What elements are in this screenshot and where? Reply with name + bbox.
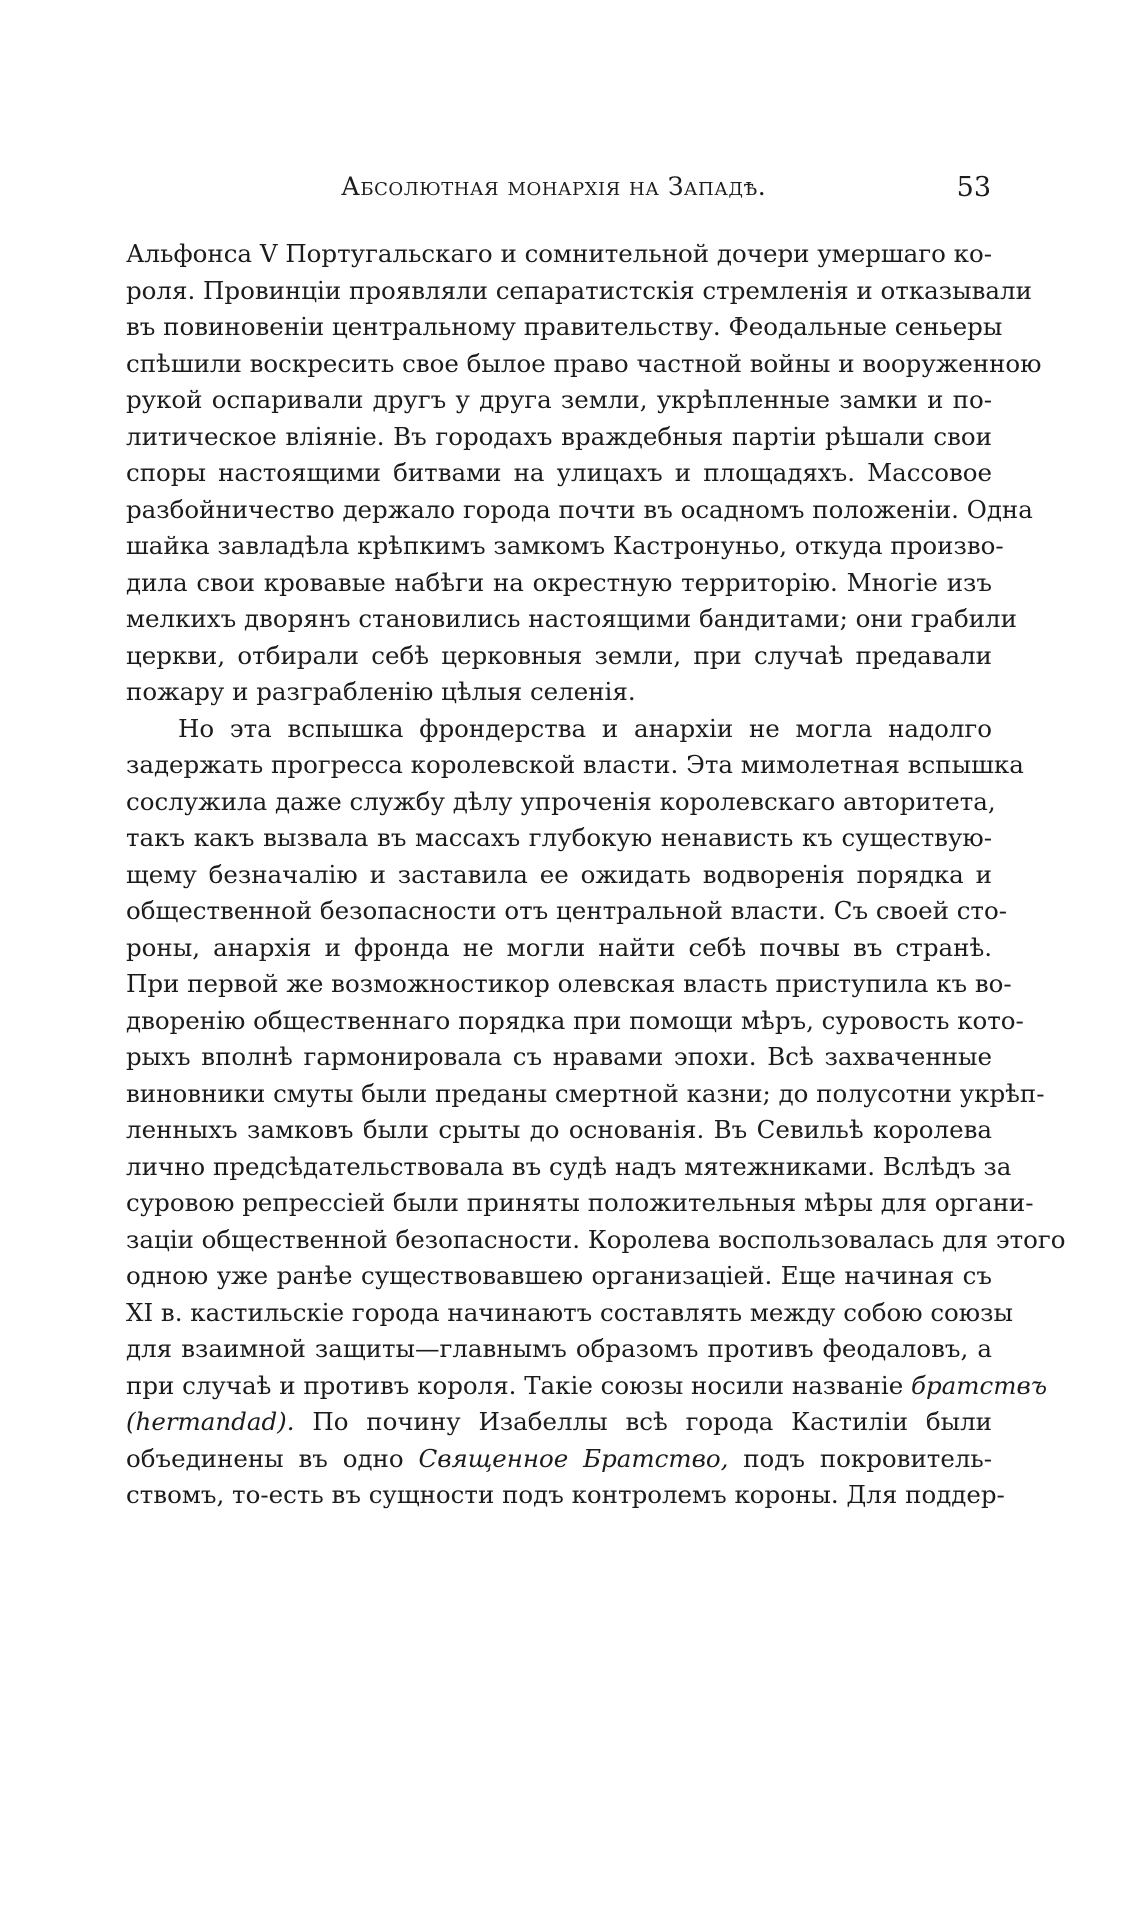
text-segment: роля. Провинціи проявляли сепаратистскія стремленія и отказывали	[126, 275, 1032, 305]
text-segment: одною уже ранѣе существовавшею организаціей. Еще начиная съ	[126, 1261, 992, 1290]
text-line	[126, 784, 996, 821]
text-segment: мелкихъ дворянъ становились настоящими бандитами; они грабили	[126, 604, 1017, 633]
text-line	[126, 273, 1032, 310]
text-line	[126, 638, 992, 675]
text-segment: сослужила даже службу дѣлу упроченія королевскаго авторитета,	[126, 786, 996, 816]
text-segment: подъ покровитель-	[728, 1443, 993, 1473]
text-segment: лично предсѣдательствовала въ судѣ надъ мятежниками. Вслѣдъ за	[126, 1151, 1012, 1181]
text-segment: литическое вліяніе. Въ городахъ враждебныя партіи рѣшали свои	[126, 421, 992, 451]
text-segment: дворенію общественнаго порядка при помощи мѣръ, суровость кото-	[126, 1005, 1024, 1035]
text-line	[126, 492, 1033, 529]
text-line	[126, 893, 1008, 930]
text-segment: такъ какъ вызвала въ массахъ глубокую ненависть къ существую-	[126, 823, 992, 852]
text-segment: для взаимной защиты—главнымъ образомъ противъ феодаловъ, а	[126, 1334, 992, 1363]
text-line	[126, 1295, 1014, 1332]
text-line	[126, 1331, 992, 1368]
text-line	[126, 1258, 992, 1295]
text-line	[126, 1076, 1045, 1113]
text-segment: рыхъ вполнѣ гармонировала съ нравами эпохи. Всѣ захваченные	[126, 1042, 992, 1071]
text-segment: шайка завладѣла крѣпкимъ замкомъ Кастронуньо, откуда произво-	[126, 531, 1004, 560]
text-segment: При первой же возможностикор олевская власть приступила къ во-	[126, 969, 1012, 998]
text-line	[126, 1477, 1005, 1514]
body-text	[126, 236, 1066, 1514]
text-line	[126, 309, 1003, 346]
text-segment: XI в. кастильскіе города начинаютъ составлять между собою союзы	[126, 1297, 1014, 1327]
text-segment: ленныхъ замковъ были срыты до основанія. Въ Севильѣ королева	[126, 1115, 992, 1144]
text-segment: въ повиновеніи центральному правительству. Феодальные сеньеры	[126, 312, 1003, 341]
text-line	[126, 346, 1042, 383]
text-segment: дила свои кровавые набѣги на окрестную территорію. Многіе изъ	[126, 567, 992, 597]
text-line	[126, 1003, 1024, 1040]
text-line	[126, 1112, 992, 1149]
text-line	[126, 236, 992, 273]
text-line	[126, 455, 992, 492]
text-line	[126, 382, 992, 419]
text-line	[126, 528, 1004, 565]
text-line	[126, 1441, 992, 1478]
text-segment: Но эта вспышка фрондерства и анархіи не могла надолго	[178, 713, 992, 743]
text-segment: пожару и разграбленію цѣлыя селенія.	[126, 677, 636, 706]
text-line	[126, 1039, 992, 1076]
text-segment: щему безначалію и заставила ее ожидать водворенія порядка и	[126, 859, 992, 889]
text-line	[126, 820, 992, 857]
text-line	[126, 1185, 1034, 1222]
text-segment: споры настоящими битвами на улицахъ и площадяхъ. Массовое	[126, 458, 992, 487]
text-line	[126, 966, 1012, 1003]
text-segment: роны, анархія и фронда не могли найти себѣ почвы въ странѣ.	[126, 932, 992, 962]
text-line	[126, 674, 992, 711]
italic-text: братствъ	[911, 1370, 1048, 1400]
text-segment: суровою репрессіей были приняты положительныя мѣры для органи-	[126, 1188, 1034, 1217]
text-line	[126, 930, 992, 967]
text-segment: объединены въ одно	[126, 1443, 419, 1473]
text-line	[126, 1222, 1066, 1259]
text-segment: разбойничество держало города почти въ осадномъ положеніи. Одна	[126, 494, 1033, 524]
page-header	[126, 172, 991, 208]
text-line	[126, 1368, 1048, 1405]
text-line	[126, 419, 992, 456]
italic-text: (hermandad).	[126, 1407, 295, 1436]
text-segment: задержать прогресса королевской власти. Эта мимолетная вспышка	[126, 750, 1024, 779]
text-segment: ствомъ, то-есть въ сущности подъ контролемъ короны. Для поддер-	[126, 1480, 1005, 1509]
text-line	[126, 1404, 992, 1441]
text-segment: рукой оспаривали другъ у друга земли, укрѣпленные замки и по-	[126, 385, 992, 414]
text-line	[126, 565, 992, 602]
text-line	[126, 601, 1017, 638]
text-segment: при случаѣ и противъ короля. Такіе союзы носили названіе	[126, 1370, 912, 1400]
text-line	[126, 857, 992, 894]
text-segment: общественной безопасности отъ центральной власти. Съ своей сто-	[126, 896, 1008, 925]
page-number: 53	[956, 172, 991, 203]
paragraph-first-line	[126, 711, 992, 748]
text-line	[126, 747, 1024, 784]
text-segment: спѣшили воскресить свое былое право частной войны и вооруженною	[126, 348, 1042, 378]
text-segment: церкви, отбирали себѣ церковныя земли, при случаѣ предавали	[126, 640, 992, 670]
text-segment: Альфонса V Португальскаго и сомнительной дочери умершаго ко-	[126, 239, 992, 268]
running-title: Абсолютная монархія на Западѣ.	[341, 172, 767, 201]
text-segment: По почину Изабеллы всѣ города Кастиліи были	[294, 1407, 992, 1436]
text-segment: заціи общественной безопасности. Королева воспользовалась для этого	[126, 1224, 1066, 1254]
text-line	[126, 1149, 1012, 1186]
text-segment: виновники смуты были преданы смертной казни; до полусотни укрѣп-	[126, 1078, 1045, 1108]
italic-text: Священное Братство,	[418, 1443, 729, 1473]
